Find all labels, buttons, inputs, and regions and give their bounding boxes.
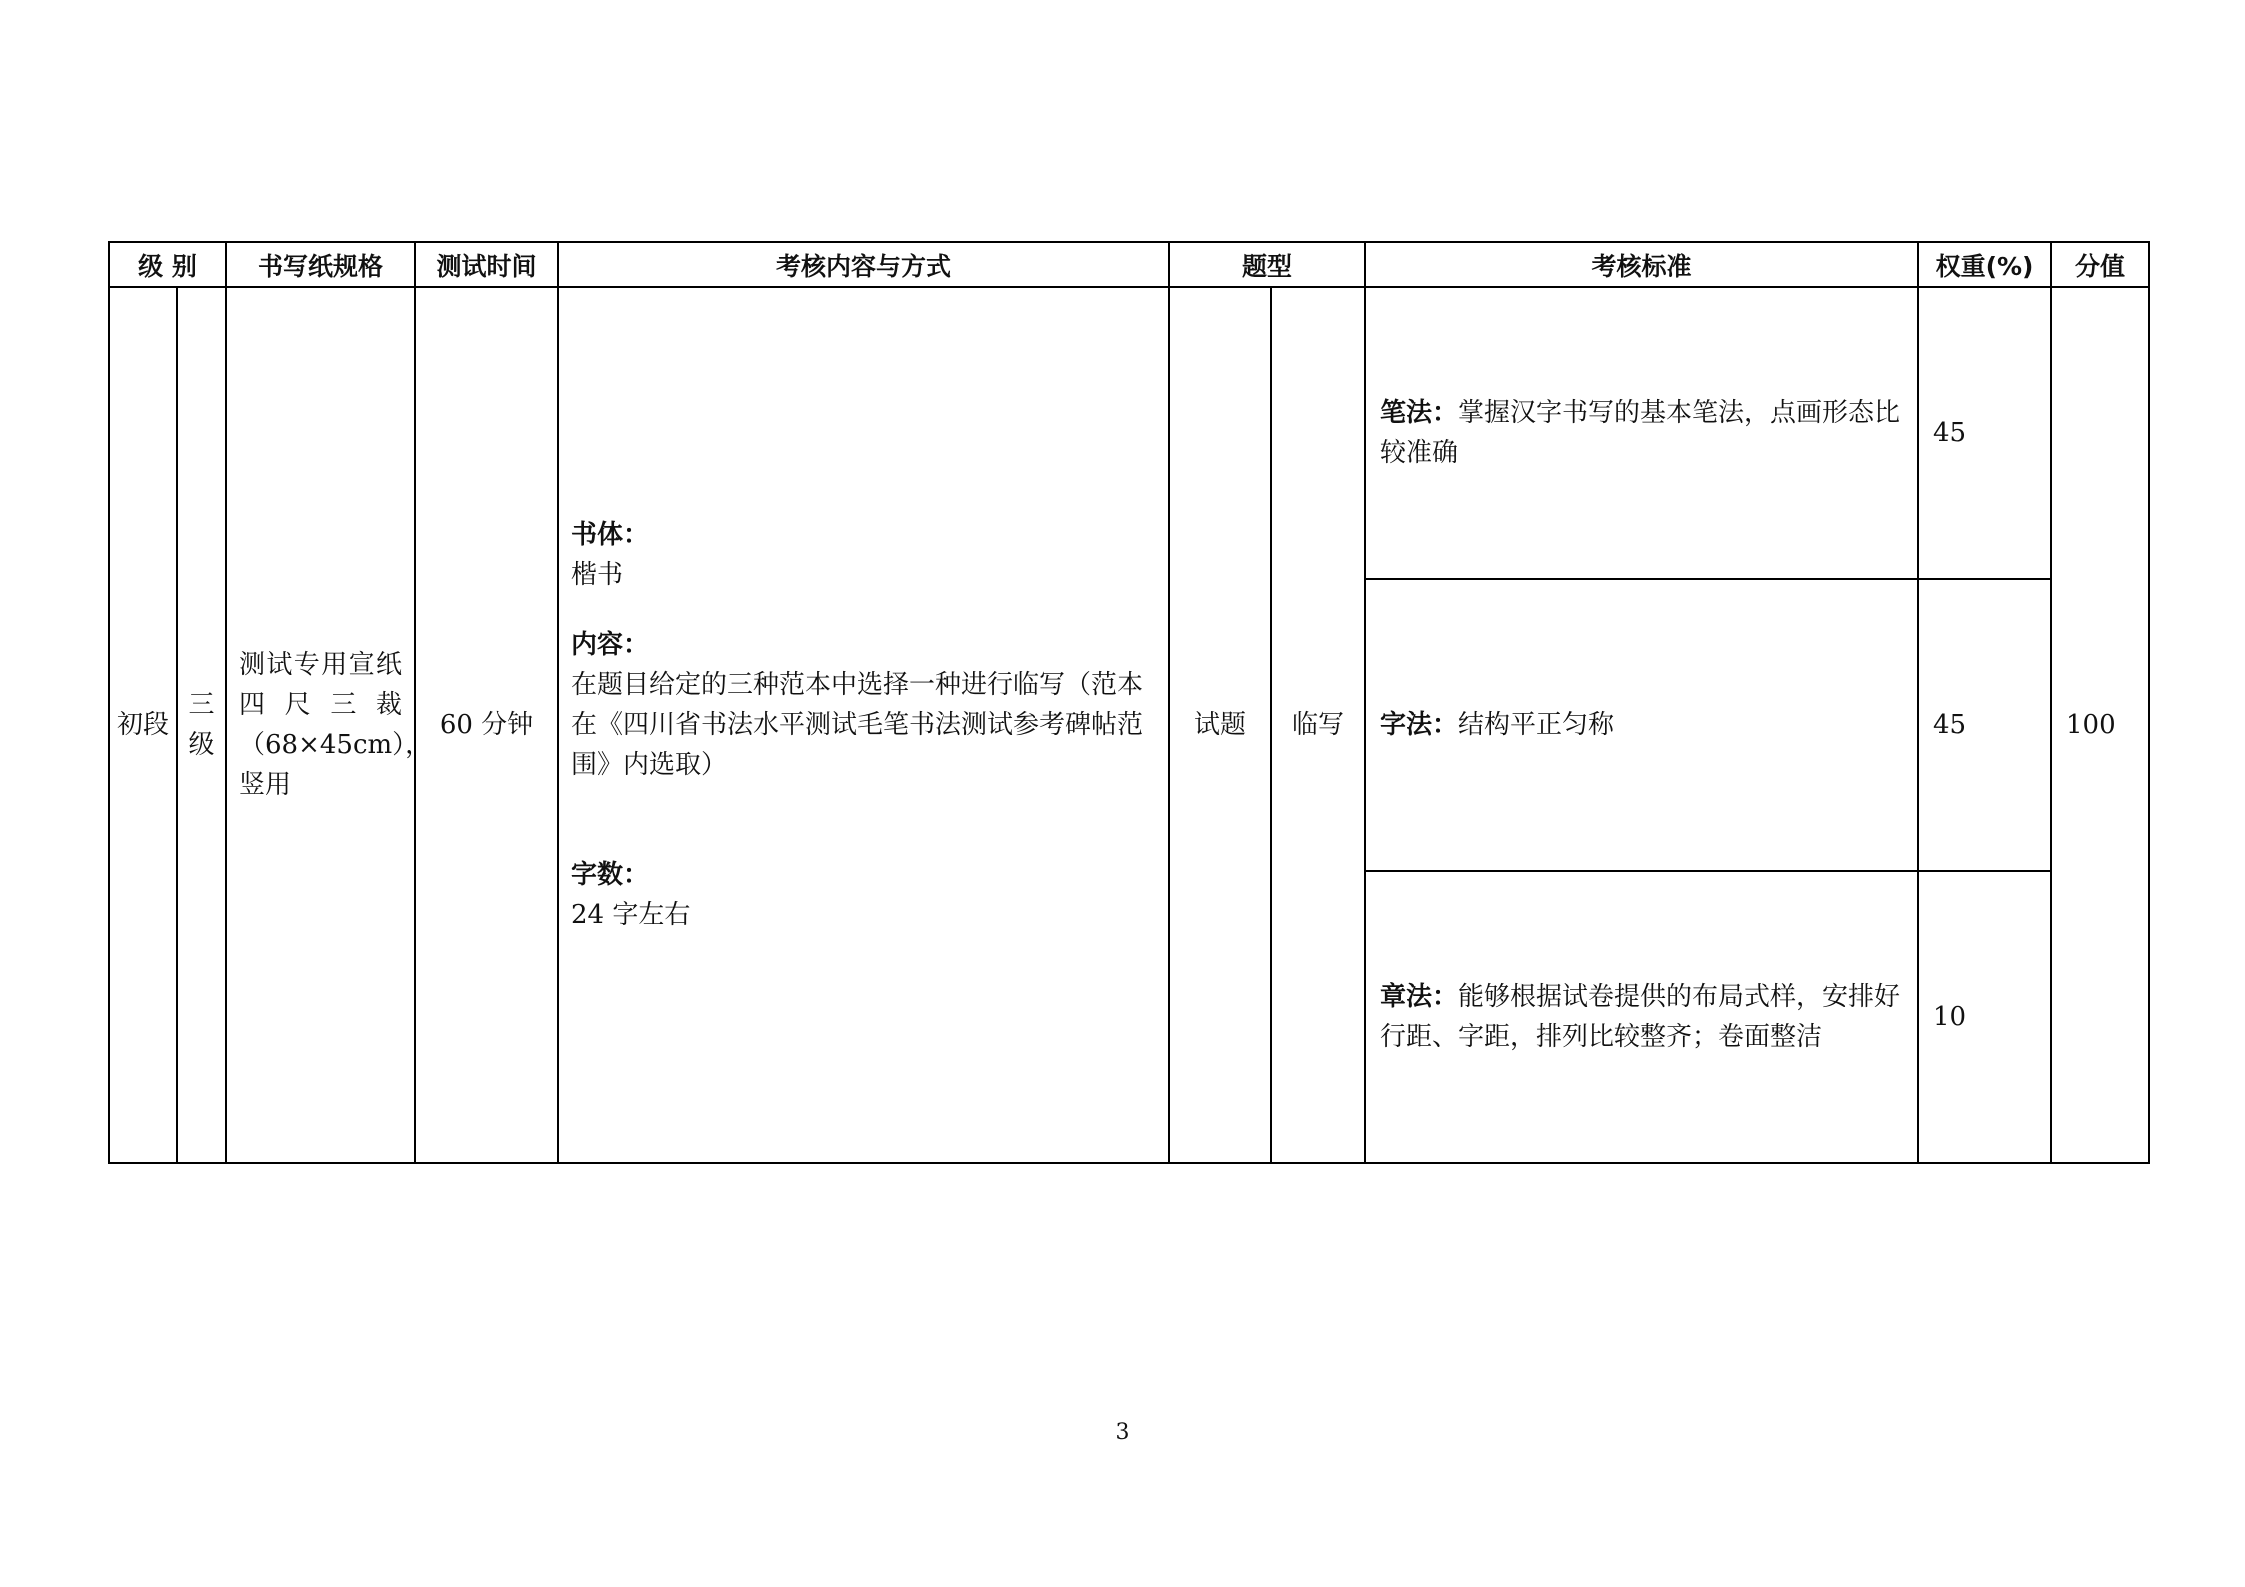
weight-cell: 45 bbox=[1918, 579, 2051, 871]
stage-cell: 初段 bbox=[109, 287, 177, 1163]
score-cell: 100 bbox=[2051, 287, 2149, 1163]
criterion-label: 章法： bbox=[1380, 982, 1459, 1012]
question-subtype-cell: 临写 bbox=[1271, 287, 1365, 1163]
header-type: 题型 bbox=[1169, 242, 1365, 287]
content-cell bbox=[558, 287, 1169, 1163]
criterion-brushwork bbox=[1365, 287, 1918, 579]
grade-cell: 三级 bbox=[177, 287, 226, 1163]
test-time-cell: 60 分钟 bbox=[415, 287, 558, 1163]
count-label: 字数： bbox=[571, 860, 650, 890]
header-weight: 权重(%) bbox=[1918, 242, 2051, 287]
criterion-composition bbox=[1365, 871, 1918, 1163]
criterion-label: 字法： bbox=[1380, 710, 1459, 740]
criterion-text: 结构平正匀称 bbox=[1458, 710, 1615, 740]
paper-spec-cell: 测试专用宣纸四尺三裁（68×45cm），竖用 bbox=[226, 287, 415, 1163]
header-score: 分值 bbox=[2051, 242, 2149, 287]
header-row bbox=[109, 242, 2149, 287]
criterion-text: 掌握汉字书写的基本笔法，点画形态比较准确 bbox=[1380, 398, 1901, 468]
content-value: 在题目给定的三种范本中选择一种进行临写（范本在《四川省书法水平测试毛笔书法测试参考碑帖范围》内选取） bbox=[571, 670, 1144, 780]
header-content: 考核内容与方式 bbox=[558, 242, 1169, 287]
criterion-structure bbox=[1365, 579, 1918, 871]
exam-standards-table bbox=[108, 241, 2150, 1164]
page-number: 3 bbox=[1115, 1420, 1130, 1445]
weight-cell: 10 bbox=[1918, 871, 2051, 1163]
weight-cell: 45 bbox=[1918, 287, 2051, 579]
criterion-text: 能够根据试卷提供的布局式样，安排好行距、字距，排列比较整齐；卷面整洁 bbox=[1380, 982, 1901, 1052]
header-paper: 书写纸规格 bbox=[226, 242, 415, 287]
header-criteria: 考核标准 bbox=[1365, 242, 1918, 287]
header-level: 级 别 bbox=[109, 242, 226, 287]
content-label: 内容： bbox=[571, 630, 650, 660]
script-label: 书体： bbox=[571, 520, 650, 550]
header-time: 测试时间 bbox=[415, 242, 558, 287]
question-type-cell: 试题 bbox=[1169, 287, 1271, 1163]
script-value: 楷书 bbox=[571, 560, 624, 590]
count-value: 24 字左右 bbox=[571, 900, 691, 930]
criterion-label: 笔法： bbox=[1380, 398, 1459, 428]
table-row bbox=[109, 287, 2149, 579]
